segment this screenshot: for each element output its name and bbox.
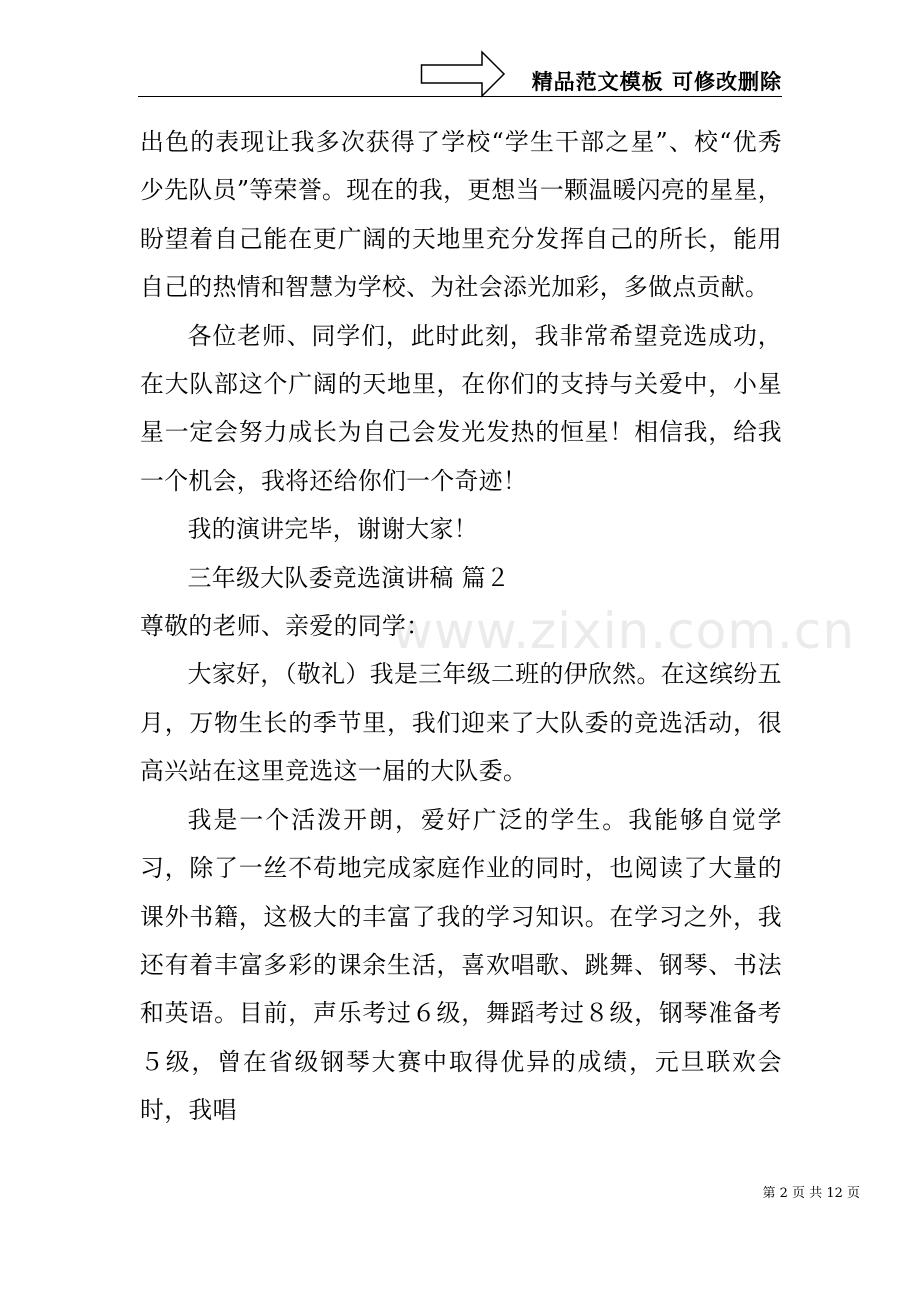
paragraph: 各位老师、同学们，此时此刻，我非常希望竞选成功，在大队部这个广阔的天地里，在你们的支持与关爱中，小星星一定会努力成长为自己会发光发热的恒星！相信我，给我一个机会，我将还给你们一个奇迹！ [140, 321, 782, 495]
paragraph: 出色的表现让我多次获得了学校“学生干部之星”、校“优秀少先队员”等荣誉。现在的我，更想当一颗温暖闪亮的星星，盼望着自己能在更广阔的天地里充分发挥自己的所长，能用自己的热情和智慧为学校、为社会添光加彩，多做点贡献。 [140, 128, 782, 302]
document-body [140, 118, 782, 1135]
watermark: www.zixin.com.cn [392, 602, 856, 660]
header-title: 精品范文模板 可修改删除 [531, 70, 782, 94]
paragraph: 我是一个活泼开朗，爱好广泛的学生。我能够自觉学习，除了一丝不苟地完成家庭作业的同时，也阅读了大量的课外书籍，这极大的丰富了我的学习知识。在学习之外，我还有着丰富多彩的课余生活，喜欢唱歌、跳舞、钢琴、书法和英语。目前，声乐考过６级，舞蹈考过８级，钢琴准备考５级，曾在省级钢琴大赛中取得优异的成绩，元旦联欢会时，我唱 [140, 805, 782, 1125]
paragraph: 大家好，（敬礼）我是三年级二班的伊欣然。在这缤纷五月，万物生长的季节里，我们迎来了大队委的竞选活动，很高兴站在这里竞选这一届的大队委。 [140, 660, 782, 786]
salutation: 尊敬的老师、亲爱的同学： [140, 612, 431, 641]
paragraph: 我的演讲完毕，谢谢大家！ [187, 515, 478, 544]
page-number: 第 2 页 共 12 页 [762, 1186, 860, 1201]
section-heading: 三年级大队委竞选演讲稿 篇２ [187, 563, 511, 592]
header-divider [138, 96, 782, 97]
arrow-right-icon [420, 50, 506, 98]
